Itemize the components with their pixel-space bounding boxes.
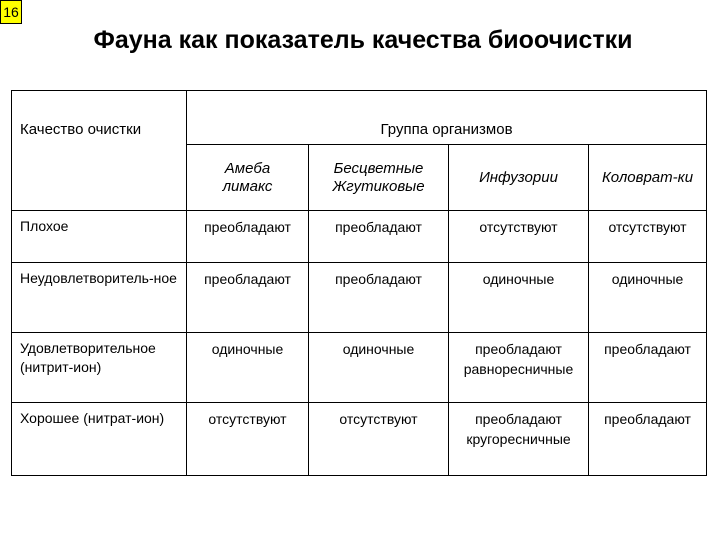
value-cell: отсутствуют [589,211,707,263]
value-cell: отсутствуют [187,403,309,476]
quality-cell: Неудовлетворитель-ное [12,263,187,333]
table-header-row [12,91,707,145]
page-title: Фауна как показатель качества биоочистки [93,26,633,54]
table-row [12,211,707,263]
value-cell: преобладают [589,403,707,476]
quality-cell: Плохое [12,211,187,263]
quality-cell: Удовлетворительное (нитрит-ион) [12,333,187,403]
quality-column-header: Качество очистки [12,91,187,211]
group-column-header: Группа организмов [187,91,707,145]
value-cell: одиночные [449,263,589,333]
value-cell: одиночные [589,263,707,333]
value-cell: одиночные [187,333,309,403]
value-cell: преобладают [187,263,309,333]
column-header-rotifers: Коловрат-ки [589,145,707,211]
value-cell: преобладают равноресничные [449,333,589,403]
column-header-flagellates: Бесцветные Жгутиковые [309,145,449,211]
value-cell: преобладают [309,211,449,263]
value-cell: отсутствуют [449,211,589,263]
column-header-infusoria: Инфузории [449,145,589,211]
value-cell: преобладают кругоресничные [449,403,589,476]
value-cell: преобладают [187,211,309,263]
value-cell: преобладают [589,333,707,403]
fauna-quality-table [11,90,707,476]
slide-number: 16 [0,0,22,24]
table-row [12,333,707,403]
value-cell: преобладают [309,263,449,333]
table-row [12,263,707,333]
column-header-ameba: Амеба лимакс [187,145,309,211]
quality-cell: Хорошее (нитрат-ион) [12,403,187,476]
value-cell: одиночные [309,333,449,403]
value-cell: отсутствуют [309,403,449,476]
table-row [12,403,707,476]
